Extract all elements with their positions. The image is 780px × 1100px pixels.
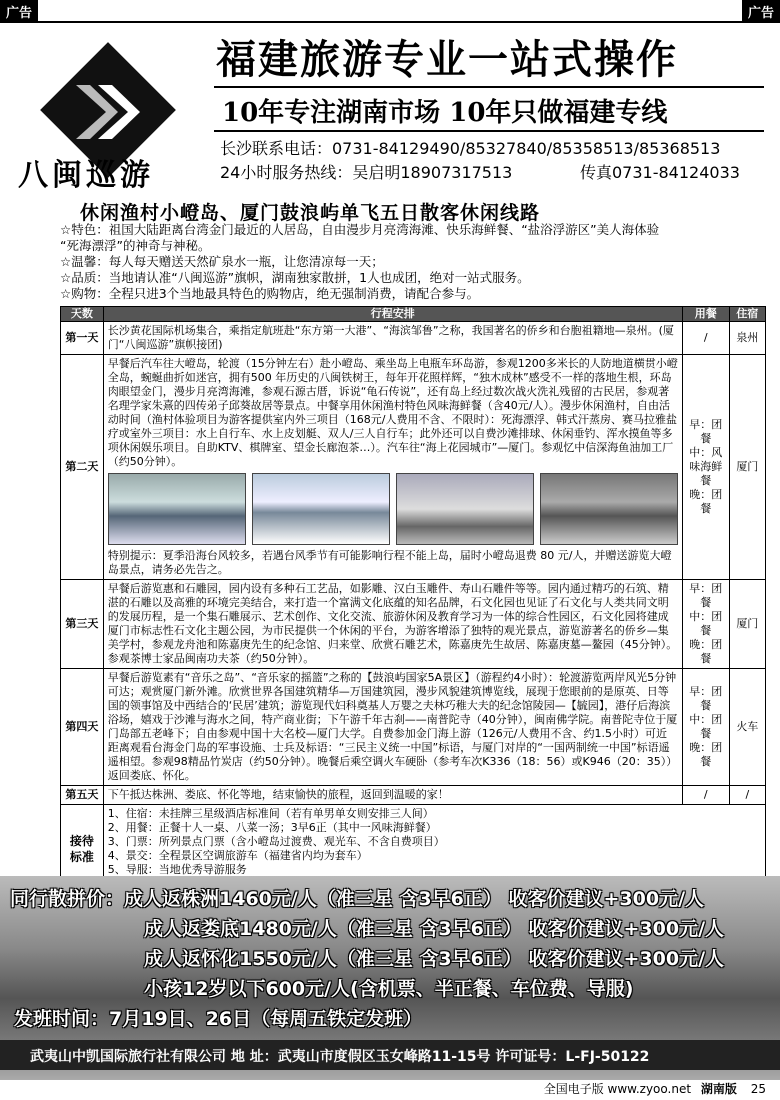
col-schedule: 行程安排 (103, 307, 682, 322)
day-meal: 早：团餐 中：风味海鲜餐 晚：团餐 (682, 355, 729, 580)
table-row (61, 580, 766, 669)
day-label: 第三天 (61, 580, 104, 669)
standard-item: 1、住宿：未挂牌三星级酒店标准间（若有单男单女则安排三人间） (107, 807, 434, 820)
day-stay: / (729, 786, 765, 805)
day-meal: / (682, 786, 729, 805)
day-schedule: 下午抵达株洲、娄底、怀化等地，结束愉快的旅程，返回到温暖的家！ (103, 786, 682, 805)
top-rule (0, 21, 780, 23)
table-row (61, 322, 766, 355)
standard-item: 2、用餐：正餐十人一桌、八菜一汤；3早6正（其中一风味海鲜餐） (107, 821, 437, 834)
special-note: 特别提示：夏季沿海台风较多，若遇台风季节有可能影响行程不能上岛，届时小嶝岛退费 80 元/人，并赠送游览大嶝岛景点，请务必先告之。 (107, 549, 672, 576)
day-schedule: 长沙黄花国际机场集合，乘指定航班赴“东方第一大港”、“海滨邹鲁”之称，我国著名的侨乡和台胞祖籍地—泉州。(厦门“八闽巡游”旗帜接团) (103, 322, 682, 355)
col-day: 天数 (61, 307, 104, 322)
price-line: 成人返怀化1550元/人（准三星 含3早6正） 收客价建议+300元/人 (144, 948, 725, 970)
feature-4: ☆购物：全程只进3个当地最具特色的购物店，绝无强制消费，请配合参与。 (60, 286, 480, 301)
table-row (61, 669, 766, 786)
day-label: 第四天 (61, 669, 104, 786)
day-stay: 厦门 (729, 355, 765, 580)
contact-phone: 长沙联系电话：0731-84129490/85327840/85358513/85368513 (220, 139, 721, 158)
standard-item: 3、门票：所列景点门票（含小嶝岛过渡费、观光车、不含自费项目） (107, 835, 445, 848)
feature-1-cont: “死海漂浮”的神奇与神秘。 (60, 238, 211, 253)
contact-hotline: 24小时服务热线：吴启明18907317513 (220, 163, 513, 182)
day-label: 第一天 (61, 322, 104, 355)
day-stay: 泉州 (729, 322, 765, 355)
divider (214, 130, 764, 132)
day-stay: 火车 (729, 669, 765, 786)
headline: 福建旅游专业一站式操作 (216, 36, 678, 83)
page-number: 25 (750, 1082, 766, 1096)
table-row (61, 355, 766, 580)
standards-label: 接待标准 (61, 805, 104, 894)
col-meal: 用餐 (682, 307, 729, 322)
photo-pool (252, 473, 390, 545)
feature-2: ☆温馨：每人每天赠送天然矿泉水一瓶，让您清凉每一天； (60, 254, 384, 269)
standard-item: 4、景交：全程景区空调旅游车（福建省内均为套车） (107, 849, 368, 862)
itinerary-table (60, 306, 766, 894)
price-line: 小孩12岁以下600元/人(含机票、半正餐、车位费、导服) (144, 978, 634, 1000)
ad-label-left: 广告 (0, 0, 38, 23)
photo-beach (108, 473, 246, 545)
day-schedule-text: 早餐后汽车往大嶝岛，轮渡（15分钟左右）赴小嶝岛、乘坐岛上电瓶车环岛游，参观1200多米长的人防地道横贯小嶝全岛，蜿蜒曲折如迷宫，拥有500 年历史的八闽铁树王，每年开花照样辉，“独木成林”感受不一样的落地生根，环岛肉眼望金门，漫步月亮湾海滩，参观石源古厝，诉说“龟石传说”，还有岛上经过数次战火洗礼残留的古民居，参观著名理学家朱熹的四传弟子邱葵故居等景点。中餐享用休闲渔村特色风味海鲜餐（含40元/人）。漫步休闲渔村，自由活动时间（渔村体验项目为游客提供室内外三项目（168元/人费用不含、不限时）：死海漂浮、韩式汗蒸房、赛马拉雅盐疗或室外三项目：水上自行车、水上皮划艇、双人/三人自行车；此外还可以自费沙滩排球、休闲垂钓、浑水摸鱼等多项休闲娱乐项目。自助KTV、棋牌室、望金长廊泡茶…）。汽车往“海上花园城市”—厦门。参观忆中信深海鱼油加工厂（约50分钟）。 (107, 357, 678, 468)
day-schedule (103, 355, 682, 580)
day-meal: 早：团餐 中：团餐 晚：团餐 (682, 580, 729, 669)
col-stay: 住宿 (729, 307, 765, 322)
ad-label-right: 广告 (742, 0, 780, 23)
table-row (61, 786, 766, 805)
day-label: 第五天 (61, 786, 104, 805)
footer-edition: 湖南版 (700, 1082, 737, 1096)
day-meal: / (682, 322, 729, 355)
logo-name: 八闽巡游 (18, 158, 154, 193)
photo-cycling (396, 473, 534, 545)
company-info: 武夷山中凯国际旅行社有限公司 地 址：武夷山市度假区玉女峰路11-15号 许可证号：L-FJ-50122 (30, 1049, 650, 1065)
day-schedule: 早餐后游览素有“音乐之岛”、“音乐家的摇篮”之称的【鼓浪屿国家5A景区】（游程约4小时）：轮渡游览两岸风光5分钟可达；观赏厦门新外滩。欣赏世界各国建筑精华—万国建筑园，漫步风貌建筑博览线，展现于您眼前的是原英、日等国的领事馆及中西结合的‘民居’建筑；游览现代妇科奠基人万婴之夫林巧稚大夫的纪念馆陵园—【毓园】，港仔后海滨浴场，嬉戏于沙滩与海水之间，特产商业街；下午游千年古刹——南普陀寺（40分钟），闽南佛学院。南普陀寺位于厦门岛部五老峰下；自由参观中国十大名校—厦门大学。自费参加金门海上游（126元/人费用不含、约1.5小时）可近距离观看台海金门岛的军事设施、士兵及标语：“三民主义统一中国”标语，与厦门对岸的“一国两制统一中国”标语遥遥相望。参观98精品竹炭店（约50分钟）。晚餐后乘空调火车硬卧（参考车次K336（18：56）或K946（20：35））返回娄底、怀化。 (103, 669, 682, 786)
price-line: 成人返娄底1480元/人（准三星 含3早6正） 收客价建议+300元/人 (144, 918, 725, 940)
feature-1: ☆特色：祖国大陆距离台湾金门最近的人居岛，自由漫步月亮湾海滩、快乐海鲜餐、“盐浴浮游区”美人海体验 (60, 222, 660, 237)
contact-fax: 传真0731-84124033 (580, 163, 740, 182)
day-label: 第二天 (61, 355, 104, 580)
departure-dates: 发班时间：7月19日、26日（每周五铁定发班） (14, 1008, 423, 1030)
price-line: 同行散拼价：成人返株洲1460元/人（准三星 含3早6正） 收客价建议+300元/人 (10, 888, 705, 910)
footer (544, 1080, 766, 1097)
footer-site[interactable]: 全国电子版 www.zyoo.net (543, 1082, 692, 1096)
day-schedule: 早餐后游览惠和石雕园，园内设有多种石工艺品，如影雕、汉白玉雕件、寿山石雕件等等。园内通过精巧的石筑、精湛的石雕以及高雅的环境完美结合，来打造一个富满文化底蕴的知名品牌，石文化园也见证了石文化与人类共同文明的发展历程，是一个集石雕展示、艺术创作、文化交流、旅游休闲及教育学习为一体的综合性园区，石文化园将建成厦门市标志性石文化主题公园，为市民提供一个休闲的平台，为游客增添了独特的观光景点，游览游著名的侨乡—集美学村，参观龙舟池和陈嘉庚先生的纪念馆、归来堂、欣赏石雕艺术，陈嘉庚先生故居、陈嘉庚墓—鳌园（45分钟）。参观茶博士家品闽南功夫茶（约50分钟）。 (103, 580, 682, 669)
route-title: 休闲渔村小嶝岛、厦门鼓浪屿单飞五日散客休闲线路 (80, 202, 541, 224)
photo-kayak (540, 473, 678, 545)
feature-3: ☆品质：当地请认准“八闽巡游”旗帜，湖南独家散拼，1人也成团，绝对一站式服务。 (60, 270, 530, 285)
divider (214, 86, 764, 88)
standard-item: 5、导服：当地优秀导游服务 (107, 863, 247, 876)
day-meal: 早：团餐 中：团餐 晚：团餐 (682, 669, 729, 786)
photo-strip (108, 473, 678, 545)
day-stay: 厦门 (729, 580, 765, 669)
subline: 10年专注湖南市场 10年只做福建专线 (222, 98, 668, 128)
